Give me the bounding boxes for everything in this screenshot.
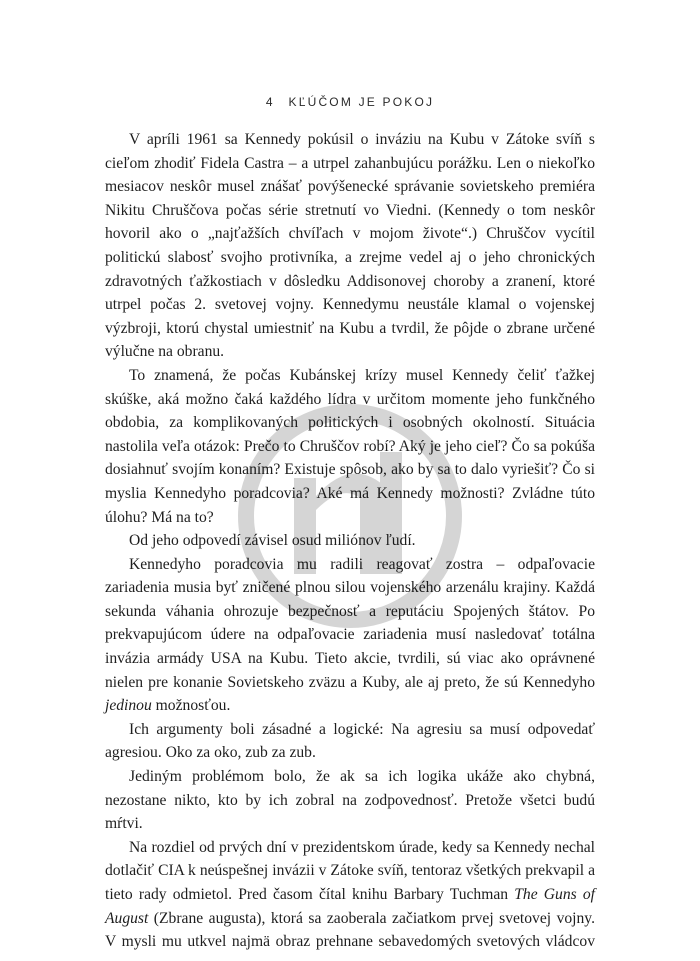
emphasis-jedinou: jedinou (105, 697, 152, 715)
paragraph-2: To znamená, že počas Kubánskej krízy musel Kennedy čeliť ťažkej skúške, aká možno čaká každého lídra v určitom momente jeho funkčného obdobia, za komplikovaných politických i osobných okolností. Situácia nastolila veľa otázok: Prečo to Chruščov robí? Aký je jeho cieľ? Čo sa pokúša dosiahnuť svojím konaním? Existuje spôsob, ako by sa to dalo vyriešiť? Čo si myslia Kennedyho poradcovia? Aké má Kennedy možnosti? Zvládne túto úlohu? Má na to? (105, 366, 595, 526)
paragraph-6: Jediným problémom bolo, že ak sa ich logika ukáže ako chybná, nezostane nikto, kto by ich zobral na zodpovednosť. Pretože všetci budú mŕtvi. (105, 768, 595, 833)
paragraph-3: Od jeho odpovedí závisel osud miliónov ľudí. (129, 532, 416, 550)
book-title: The Guns of August (105, 886, 595, 927)
paragraph-4 (105, 553, 595, 718)
page-number: 4 (265, 95, 273, 109)
paragraph-4-end: možnosťou. (151, 697, 231, 715)
paragraph-5: Ich argumenty boli zásadné a logické: Na agresiu sa musí odpovedať agresiou. Oko za oko, zub za zub. (105, 720, 595, 762)
paragraph-1: V apríli 1961 sa Kennedy pokúsil o inváziu na Kubu v Zátoke svíň s cieľom zhodiť Fidela Castra – a utrpel zahanbujúcu porážku. Len o niekoľko mesiacov neskôr musel znášať povýšenecké správanie sovietskeho premiéra Nikitu Chruščova počas série stretnutí vo Viedni. (Kennedy o tom neskôr hovoril ako o „najťažších chvíľach v mojom živote“.) Chruščov vycítil politickú slabosť svojho protivníka, a zrejme vedel aj o jeho chronických zdravotných ťažkostiach v dôsledku Addisonovej choroby a zranení, ktoré utrpel počas 2. svetovej vojny. Kennedymu neustále klamal o vojenskej výzbroji, ktorú chystal umiestniť na Kubu a tvrdil, že pôjde o zbrane určené výlučne na obranu. (105, 131, 595, 361)
paragraph-4-text: Kennedyho poradcovia mu radili reagovať zostra – odpaľovacie zariadenia musia byť zničené plnou silou vojenského arzenálu krajiny. Každá sekunda váhania ohrozuje bezpečnosť a reputáciu Spojených štátov. Po prekvapujúcom údere na odpaľovacie zariadenia musí nasledovať totálna invázia armády USA na Kubu. Tieto akcie, tvrdili, sú viac ako oprávnené nielen pre konanie Sovietskeho zväzu a Kuby, ale aj preto, že sú Kennedyho (105, 555, 595, 691)
paragraph-7 (105, 836, 595, 954)
paragraph-7-end: (Zbrane augusta), ktorá sa zaoberala začiatkom prvej svetovej vojny. V mysli mu utkvel najmä obraz prehnane sebavedomých svetových vládcov (105, 909, 595, 951)
running-title: KĽÚČOM JE POKOJ (288, 95, 435, 109)
paragraph-7-text: Na rozdiel od prvých dní v prezidentskom úrade, kedy sa Kennedy nechal dotlačiť CIA k neúspešnej invázii v Zátoke svíň, tentoraz všetkých prekvapil a tieto rady odmietol. Pred časom čítal knihu Barbary Tuchman (105, 838, 595, 903)
body-text (105, 128, 595, 954)
running-head (0, 95, 700, 109)
